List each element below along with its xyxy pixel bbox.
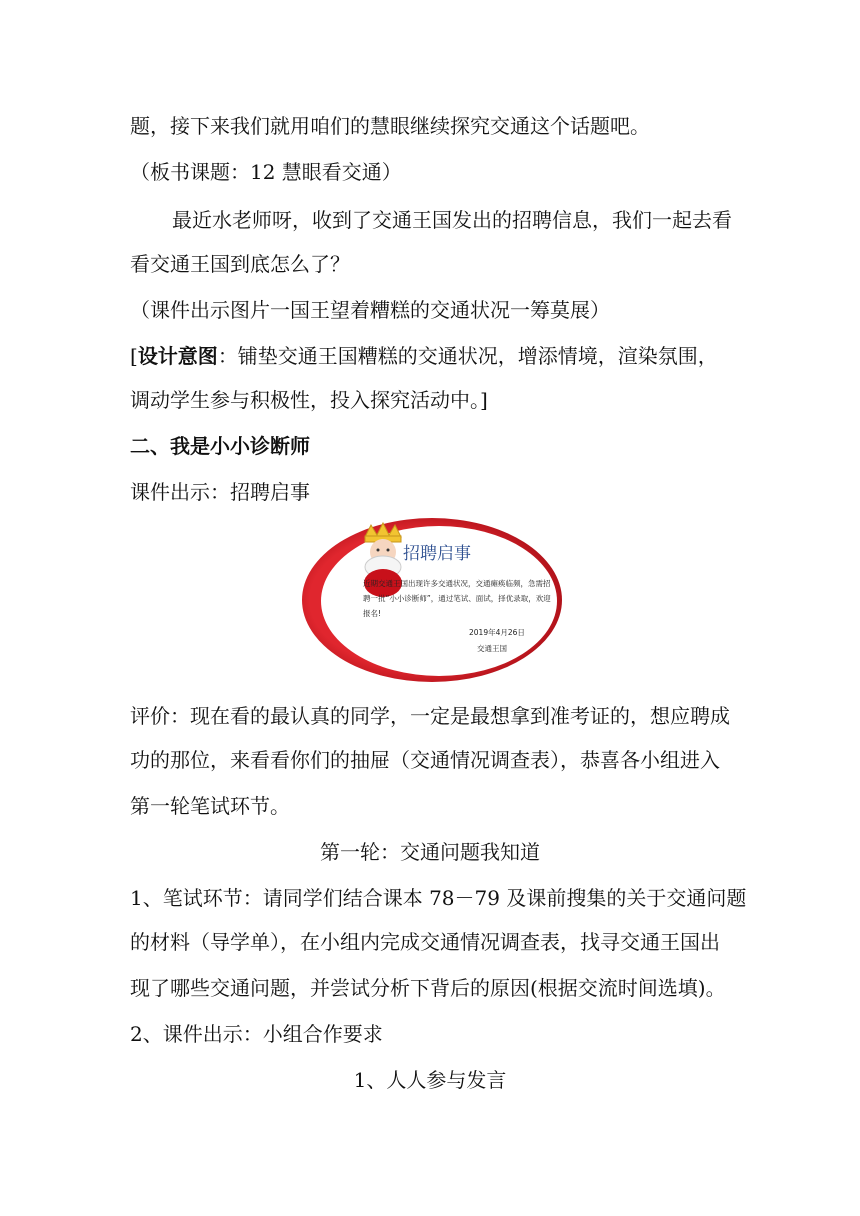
paragraph-line: 2、课件出示：小组合作要求 bbox=[130, 1022, 383, 1046]
paragraph-line: 功的那位，来看看你们的抽屉（交通情况调查表），恭喜各小组进入 bbox=[130, 748, 720, 772]
paragraph-line: 课件出示：招聘启事 bbox=[130, 480, 310, 504]
paragraph-line: 调动学生参与积极性，投入探究活动中。] bbox=[130, 388, 488, 412]
poster-body: 近期交通王国出现许多交通状况，交通瘫痪临频，急需招聘一批“小小诊断师”，通过笔试、面试，择优录取，欢迎报名! bbox=[363, 579, 551, 618]
paragraph-line: 现了哪些交通问题，并尝试分析下背后的原因(根据交流时间选填)。 bbox=[130, 976, 726, 1000]
recruitment-poster bbox=[301, 517, 563, 683]
poster-date: 2019年4月26日 bbox=[469, 628, 525, 637]
requirement-item: 1、人人参与发言 bbox=[353, 1068, 507, 1092]
design-intent-text: ：铺垫交通王国糟糕的交通状况，增添情境，渲染氛围， bbox=[217, 344, 718, 368]
paragraph-line: 的材料（导学单），在小组内完成交通情况调查表，找寻交通王国出 bbox=[130, 930, 720, 954]
courseware-note: （课件出示图片一国王望着糟糕的交通状况一筹莫展） bbox=[130, 298, 610, 322]
bracket-open: [ bbox=[130, 344, 138, 368]
paragraph-line: 看交通王国到底怎么了？ bbox=[130, 252, 350, 276]
section-heading: 二、我是小小诊断师 bbox=[130, 434, 310, 458]
paragraph-line: 题，接下来我们就用咱们的慧眼继续探究交通这个话题吧。 bbox=[130, 114, 650, 138]
poster-signature: 交通王国 bbox=[477, 644, 507, 653]
round-heading: 第一轮：交通问题我知道 bbox=[320, 840, 540, 864]
paragraph-line: 1、笔试环节：请同学们结合课本 78－79 及课前搜集的关于交通问题 bbox=[130, 886, 747, 910]
paragraph-line: 第一轮笔试环节。 bbox=[130, 794, 290, 818]
design-intent-label: 设计意图 bbox=[137, 344, 218, 368]
poster-title: 招聘启事 bbox=[403, 544, 471, 564]
paragraph-line: 评价：现在看的最认真的同学，一定是最想拿到准考证的，想应聘成 bbox=[130, 704, 730, 728]
design-intent-line bbox=[130, 342, 718, 370]
paragraph-line: 最近水老师呀，收到了交通王国发出的招聘信息，我们一起去看 bbox=[172, 208, 732, 232]
board-title-note: （板书课题：12 慧眼看交通） bbox=[130, 160, 402, 184]
